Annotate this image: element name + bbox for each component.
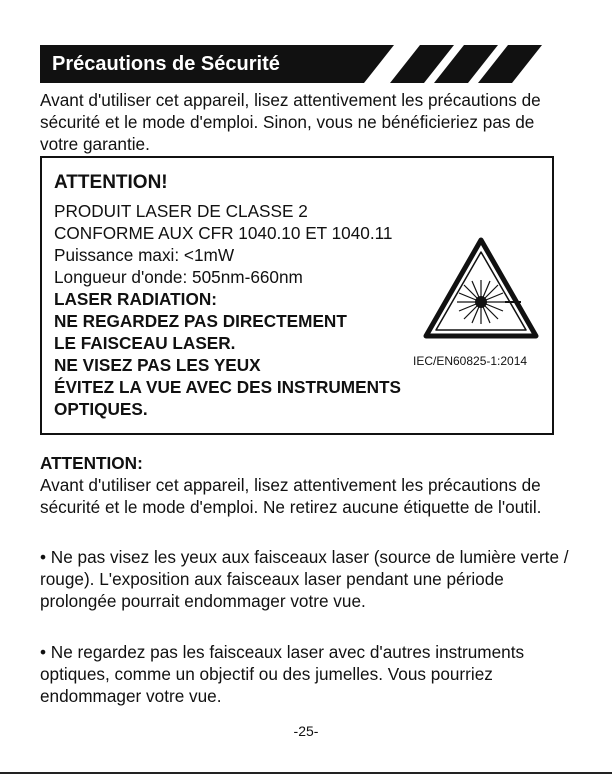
- warning-bold-line: OPTIQUES.: [54, 399, 148, 419]
- warning-bold-line: ÉVITEZ LA VUE AVEC DES INSTRUMENTS: [54, 377, 401, 397]
- warning-line: PRODUIT LASER DE CLASSE 2: [54, 201, 308, 221]
- warning-bold-line: LE FAISCEAU LASER.: [54, 333, 236, 353]
- warning-line: CONFORME AUX CFR 1040.10 ET 1040.11: [54, 223, 393, 243]
- laser-warning-icon: [423, 236, 539, 345]
- bottom-divider: [0, 772, 612, 774]
- attention-heading: ATTENTION:: [40, 453, 143, 473]
- page-title: Précautions de Sécurité: [52, 53, 280, 75]
- laser-warning-box: [40, 156, 554, 435]
- warning-line: Puissance maxi: <1mW: [54, 245, 235, 265]
- section-header: [40, 45, 552, 83]
- bullet-item: • Ne regardez pas les faisceaux laser avec d'autres instruments optiques, comme un objectif ou des jumelles. Vous pourriez endommager votre vue.: [40, 642, 525, 706]
- warning-bold-line: NE REGARDEZ PAS DIRECTEMENT: [54, 311, 347, 331]
- bullet-item: • Ne pas visez les yeux aux faisceaux laser (source de lumière verte / rouge). L'exposition aux faisceaux laser pendant une période prolongée pourrait endommager votre vue.: [40, 547, 569, 611]
- standard-label: IEC/EN60825-1:2014: [413, 354, 528, 368]
- warning-title: ATTENTION!: [54, 172, 168, 193]
- warning-bold-line: LASER RADIATION:: [54, 289, 217, 309]
- intro-paragraph: Avant d'utiliser cet appareil, lisez attentivement les précautions de sécurité et le mode d'emploi. Sinon, vous ne bénéficieriez pas de votre garantie.: [40, 90, 541, 154]
- warning-line: Longueur d'onde: 505nm-660nm: [54, 267, 303, 287]
- warning-bold-line: NE VISEZ PAS LES YEUX: [54, 355, 261, 375]
- attention-paragraph: Avant d'utiliser cet appareil, lisez attentivement les précautions de sécurité et le mode d'emploi. Ne retirez aucune étiquette de l'outil.: [40, 475, 542, 517]
- page-number: -25-: [293, 723, 319, 739]
